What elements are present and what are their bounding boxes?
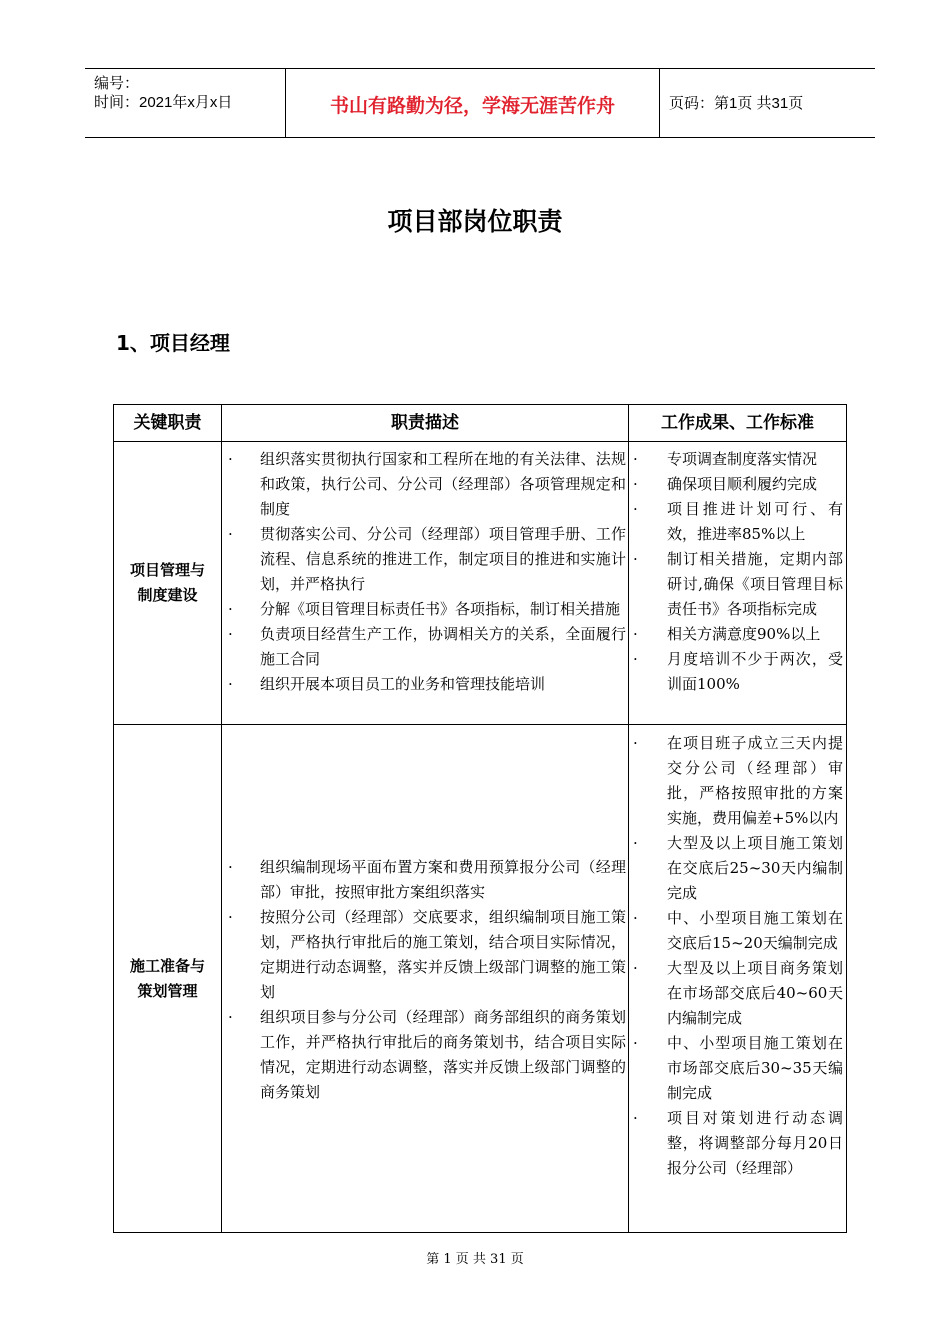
column-header-standard: 工作成果、工作标准 — [661, 413, 814, 433]
standard-item: · 中、小型项目施工策划在交底后15~20天编制完成 — [631, 906, 847, 956]
row-standard-list — [631, 731, 847, 1181]
description-item: · 组织编制现场平面布置方案和费用预算报分公司（经理部）审批，按照审批方案组织落实 — [224, 855, 626, 905]
row-key-duty — [114, 725, 221, 1232]
description-item: · 负责项目经营生产工作，协调相关方的关系，全面履行施工合同 — [224, 622, 626, 672]
bullet-icon: · — [228, 675, 233, 693]
table-divider — [221, 405, 222, 1232]
table-divider — [628, 405, 629, 1232]
key-duty-line: 施工准备与 — [129, 956, 205, 975]
bullet-icon: · — [228, 450, 233, 468]
standard-item: · 确保项目顺利履约完成 — [631, 472, 847, 497]
row-description-list — [224, 855, 626, 1105]
description-item: · 分解《项目管理目标责任书》各项指标，制订相关措施 — [224, 597, 626, 622]
bullet-icon: · — [633, 959, 638, 977]
standard-item: · 项目对策划进行动态调整，将调整部分每月20日报分公司（经理部） — [631, 1106, 847, 1181]
table-divider — [114, 724, 846, 725]
bullet-icon: · — [633, 500, 638, 518]
key-duty-line: 制度建设 — [137, 586, 198, 604]
document-title: 项目部岗位职责 — [387, 207, 563, 236]
description-item: · 贯彻落实公司、分公司（经理部）项目管理手册、工作流程、信息系统的推进工作，制定项目的推进和实施计划，并严格执行 — [224, 522, 626, 597]
bullet-icon: · — [633, 1034, 638, 1052]
standard-item: · 月度培训不少于两次，受训面100% — [631, 647, 847, 697]
header-meta-cell — [85, 69, 285, 137]
standard-item: · 在项目班子成立三天内提交分公司（经理部）审批，严格按照审批的方案实施，费用偏差+5%以内 — [631, 731, 847, 831]
bullet-icon: · — [633, 625, 638, 643]
column-header-description: 职责描述 — [391, 413, 459, 433]
description-item: · 组织开展本项目员工的业务和管理技能培训 — [224, 672, 626, 697]
standard-item: · 中、小型项目施工策划在市场部交底后30~35天编制完成 — [631, 1031, 847, 1106]
column-header-key-duty: 关键职责 — [133, 413, 202, 433]
table-divider — [114, 441, 846, 442]
row-standard-list — [631, 447, 847, 697]
description-item: · 按照分公司（经理部）交底要求，组织编制项目施工策划，严格执行审批后的施工策划，结合项目实际情况，定期进行动态调整，落实并反馈上级部门调整的施工策划 — [224, 905, 626, 1005]
bullet-icon: · — [228, 1008, 233, 1026]
standard-item: · 制订相关措施，定期内部研讨,确保《项目管理目标责任书》各项指标完成 — [631, 547, 847, 622]
header-motto: 书山有路勤为径，学海无涯苦作舟 — [329, 95, 615, 117]
header-page-number: 页码：第1页 共31页 — [669, 95, 804, 112]
document-code-label: 编号： — [94, 75, 140, 92]
bullet-icon: · — [633, 734, 638, 752]
section-heading: 1、项目经理 — [116, 331, 230, 355]
bullet-icon: · — [633, 450, 638, 468]
standard-item: · 大型及以上项目商务策划在市场部交底后40~60天内编制完成 — [631, 956, 847, 1031]
bullet-icon: · — [228, 625, 233, 643]
key-duty-line: 策划管理 — [137, 981, 198, 1000]
standard-item: · 专项调查制度落实情况 — [631, 447, 847, 472]
bullet-icon: · — [633, 909, 638, 927]
standard-item: · 大型及以上项目施工策划在交底后25~30天内编制完成 — [631, 831, 847, 906]
row-description-list — [224, 447, 626, 697]
bullet-icon: · — [228, 525, 233, 543]
description-item: · 组织落实贯彻执行国家和工程所在地的有关法律、法规和政策，执行公司、分公司（经理部）各项管理规定和制度 — [224, 447, 626, 522]
bullet-icon: · — [633, 550, 638, 568]
document-time-label: 时间：2021年x月x日 — [94, 94, 233, 111]
bullet-icon: · — [633, 1109, 638, 1127]
row-key-duty — [114, 442, 221, 724]
bullet-icon: · — [633, 475, 638, 493]
bullet-icon: · — [228, 858, 233, 876]
header-page-cell — [659, 69, 875, 137]
bullet-icon: · — [633, 834, 638, 852]
standard-item: · 相关方满意度90%以上 — [631, 622, 847, 647]
bullet-icon: · — [228, 908, 233, 926]
page-header — [85, 68, 875, 138]
standard-item: · 项目推进计划可行、有效，推进率85%以上 — [631, 497, 847, 547]
header-motto-cell — [285, 69, 660, 137]
key-duty-line: 项目管理与 — [129, 561, 205, 579]
page-footer: 第 1 页 共 31 页 — [426, 1252, 524, 1267]
bullet-icon: · — [633, 650, 638, 668]
responsibility-table — [113, 404, 847, 1233]
description-item: · 组织项目参与分公司（经理部）商务部组织的商务策划工作，并严格执行审批后的商务策划书，结合项目实际情况，定期进行动态调整，落实并反馈上级部门调整的商务策划 — [224, 1005, 626, 1105]
bullet-icon: · — [228, 600, 233, 618]
